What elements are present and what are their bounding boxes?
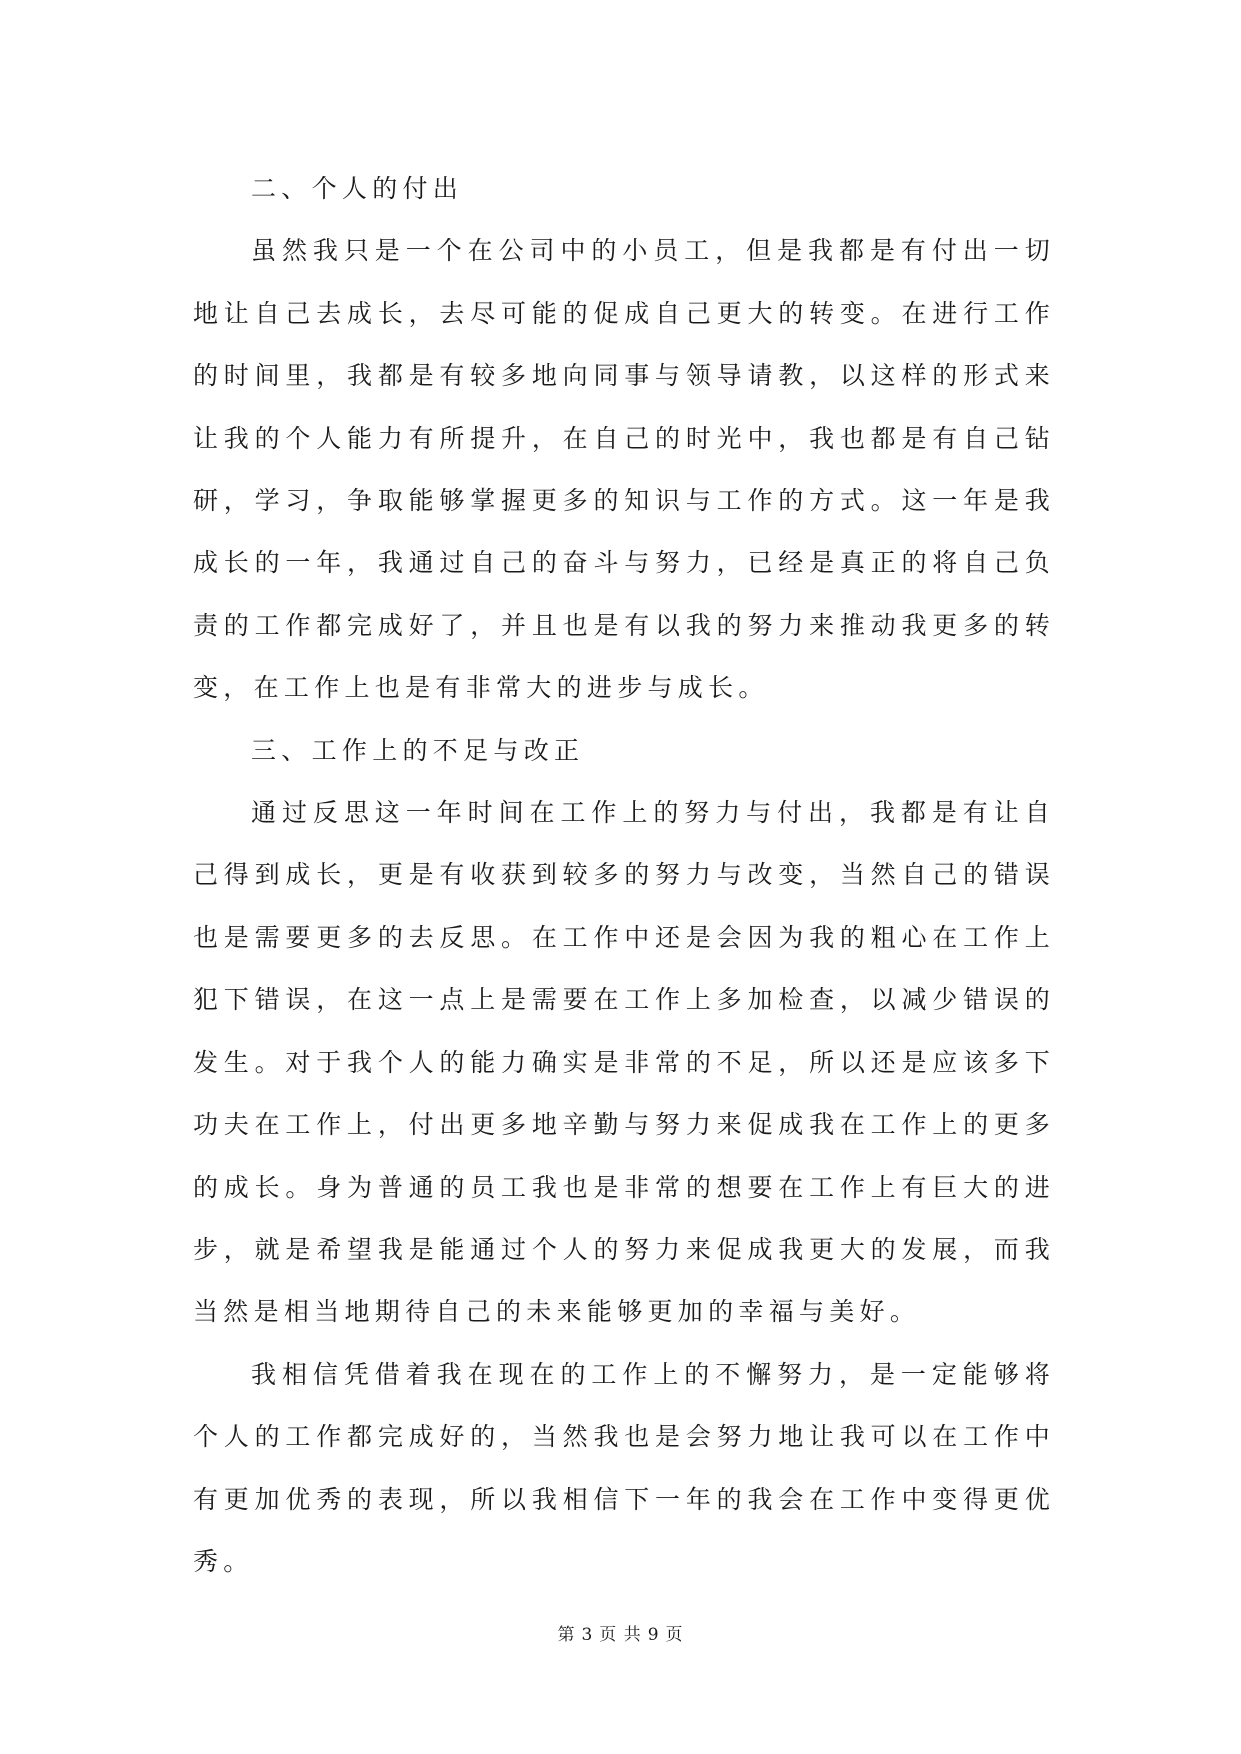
footer-total-pages: 9 [647,1625,660,1645]
footer-current-page: 3 [581,1625,594,1645]
section-heading-shortcomings: 三、工作上的不足与改正 [251,735,585,765]
footer-prefix: 第 [557,1625,576,1645]
footer-middle: 页 共 [599,1625,642,1645]
paragraph-shortcomings: 通过反思这一年时间在工作上的努力与付出，我都是有让自己得到成长，更是有收获到较多的努力与改变，当然自己的错误也是需要更多的去反思。在工作中还是会因为我的粗心在工作上犯下错误，在这一点上是需要在工作上多加检查，以减少错误的发生。对于我个人的能力确实是非常的不足，所以还是应该多下功夫在工作上，付出更多地辛勤与努力来促成我在工作上的更多的成长。身为普通的员工我也是非常的想要在工作上有巨大的进步，就是希望我是能通过个人的努力来促成我更大的发展，而我当然是相当地期待自己的未来能够更加的幸福与美好。 [193,798,1055,1327]
footer-suffix: 页 [665,1625,684,1645]
paragraph-conclusion: 我相信凭借着我在现在的工作上的不懈努力，是一定能够将个人的工作都完成好的，当然我也是会努力地让我可以在工作中有更加优秀的表现，所以我相信下一年的我会在工作中变得更优秀。 [193,1359,1055,1576]
page-footer [0,1620,1241,1645]
document-body [193,158,1055,1593]
section-heading-personal-effort: 二、个人的付出 [251,174,464,203]
paragraph-personal-effort: 虽然我只是一个在公司中的小员工，但是我都是有付出一切地让自己去成长，去尽可能的促成自己更大的转变。在进行工作的时间里，我都是有较多地向同事与领导请教，以这样的形式来让我的个人能力有所提升，在自己的时光中，我也都是有自己钻研，学习，争取能够掌握更多的知识与工作的方式。这一年是我成长的一年，我通过自己的奋斗与努力，已经是真正的将自己负责的工作都完成好了，并且也是有以我的努力来推动我更多的转变，在工作上也是有非常大的进步与成长。 [193,236,1055,703]
